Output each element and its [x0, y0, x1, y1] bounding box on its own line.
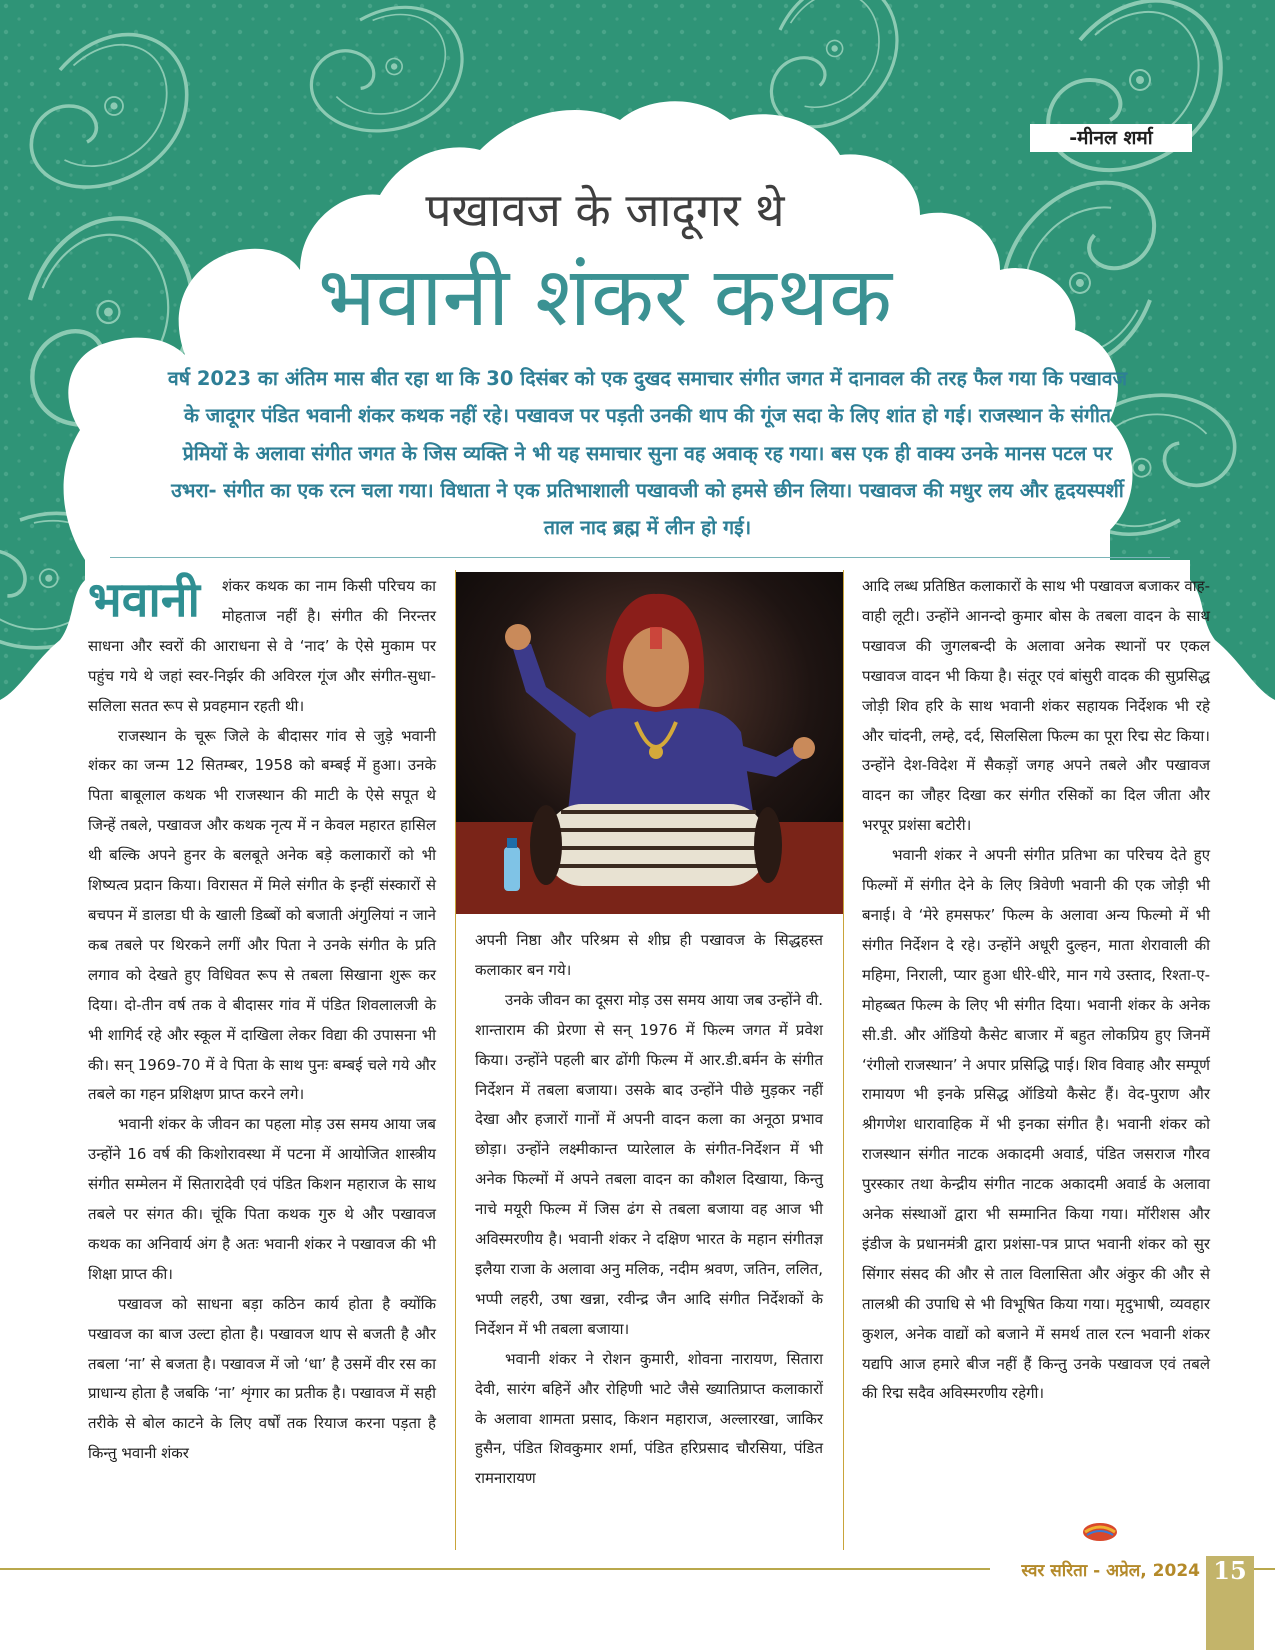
paragraph: राजस्थान के चूरू जिले के बीदासर गांव से जुड़े भवानी शंकर का जन्म 12 सितम्बर, 1958 को बम्बई में हुआ। उनके पिता बाबूलाल कथक भी राजस्थान की माटी के ऐसे सपूत थे जिन्हें तबले, पखावज और कथक नृत्य में न केवल महारत हासिल थी बल्कि अपने हुनर के बलबूते अनेक बड़े कलाकारों को भी शिष्यत्व प्रदान किया। विरासत में मिले संगीत के इन्हीं संस्कारों से बचपन में डालडा घी के खाली डिब्बों को बजाती अंगुलियां न जाने कब तबले पर थिरकने लगीं और पिता ने उनके संगीत के प्रति लगाव को देखते हुए विधिवत रूप से तबला सिखाना शुरू कर दिया। दो-तीन वर्ष तक वे बीदासर गांव में पंडित शिवलालजी के भी शागिर्द रहे और स्कूल में दाखिला लेकर विद्या की उपासना भी की। सन् 1969-70 में वे पिता के साथ पुनः बम्बई चले गये और तबले का गहन प्रशिक्षण प्राप्त करने लगे। [88, 726, 436, 1104]
column-2 [475, 926, 823, 1494]
footer-publication: स्वर सरिता - अप्रेल, 2024 [990, 1558, 1206, 1584]
column-divider [843, 570, 844, 1550]
paragraph: भवानी शंकर ने रोशन कुमारी, शोवना नारायण, सितारा देवी, सारंग बहिनें और रोहिणी भाटे जैसे ख्यातिप्राप्त कलाकारों के अलावा शामता प्रसाद, किशन महाराज, अल्लारखा, जाकिर हुसैन, पंडित शिवकुमार शर्मा, पंडित हरिप्रसाद चौरसिया, पंडित रामनारायण [475, 1349, 823, 1488]
paragraph: उनके जीवन का दूसरा मोड़ उस समय आया जब उन्होंने वी. शान्ताराम की प्रेरणा से सन् 1976 में फिल्म जगत में प्रवेश किया। उन्होंने पहली बार ढोंगी फिल्म में आर.डी.बर्मन के संगीत निर्देशन में तबला बजाया। उसके बाद उन्होंने पीछे मुड़कर नहीं देखा और हजारों गानों में अपनी वादन कला का अनूठा प्रभाव छोड़ा। उन्होंने लक्ष्मीकान्त प्यारेलाल के संगीत-निर्देशन में भी अनेक फिल्मों में अपने तबला वादन का कौशल दिखाया, किन्तु नाचे मयूरी फिल्म में जिस ढंग से तबला बजाया वह आज भी अविस्मरणीय है। भवानी शंकर ने दक्षिण भारत के महान संगीतज्ञ इलैया राजा के अलावा अनु मलिक, नदीम श्रवण, जतिन, ललित, भप्पी लहरी, उषा खन्ना, रवीन्द्र जैन आदि संगीत निर्देशकों के निर्देशन में भी तबला बजाया। [475, 990, 823, 1338]
paragraph: भवानी शंकर ने अपनी संगीत प्रतिभा का परिचय देते हुए फिल्मों में संगीत देने के लिए त्रिवेणी भवानी की एक जोड़ी भी बनाई। वे ‘मेरे हमसफर’ फिल्म के अलावा अन्य फिल्मो में भी संगीत निर्देशन दे रहे। उन्होंने अधूरी दुल्हन, माता शेरावाली की महिमा, निराली, प्यार हुआ धीरे-धीरे, मान गये उस्ताद, रिश्ता-ए-मोहब्बत फिल्म के लिए भी संगीत दिया। भवानी शंकर के अनेक सी.डी. और ऑडियो कैसेट बाजार में बहुत लोकप्रिय हुए जिनमें ‘रंगीलो राजस्थान’ ने अपार प्रसिद्धि पाई। शिव विवाह और सम्पूर्ण रामायण भी इनके प्रसिद्ध ऑडियो कैसेट हैं। वेद-पुराण और श्रीगणेश धारावाहिक में भी इनका संगीत है। भवानी शंकर को राजस्थान संगीत नाटक अकादमी अवार्ड, पंडित जसराज गौरव पुरस्कार तथा केन्द्रीय संगीत नाटक अकादमी अवार्ड के अलावा अनेक संस्थाओं द्वारा भी सम्मानित किया गया। मॉरीशस और इंडीज के प्रधानमंत्री द्वारा प्रशंसा-पत्र प्राप्त भवानी शंकर को सुर सिंगार संसद की और से ताल विलासिता और अंकुर की और से तालश्री की उपाधि से भी विभूषित किया गया। मृदुभाषी, व्यवहार कुशल, अनेक वाद्यों को बजाने में समर्थ ताल रत्न भवानी शंकर यद्यपि आज हमारे बीज नहीं हैं किन्तु उनके पखावज एवं तबले की रिद्म सदैव अविस्मरणीय रहेगी। [862, 846, 1210, 1403]
paragraph: शंकर कथक का नाम किसी परिचय का मोहताज नहीं है। संगीत की निरन्तर साधना और स्वरों की आराधना से वे ‘नाद’ के ऐसे मुकाम पर पहुंच गये थे जहां स्वर-निर्झर की अविरल गूंज और संगीत-सुधा-सलिला सतत रूप से प्रवहमान रहती थी। [88, 577, 436, 715]
paragraph: आदि लब्ध प्रतिष्ठित कलाकारों के साथ भी पखावज बजाकर वाह-वाही लूटी। उन्होंने आनन्दो कुमार बोस के तबला वादन के साथ पखावज की जुगलबन्दी के अलावा अनेक स्थानों पर एकल पखावज वादन भी किया है। संतूर एवं बांसुरी वादक की सुप्रसिद्ध जोड़ी शिव हरि के साथ भवानी शंकर सहायक निर्देशक भी रहे और चांदनी, लम्हे, दर्द, सिलसिला फिल्म का पूरा रिद्म सेट किया। उन्होंने देश-विदेश में सैकड़ों जगह अपने तबले और पखावज वादन का जौहर दिखा कर संगीत रसिकों का दिल जीता और भरपूर प्रशंसा बटोरी। [862, 577, 1210, 835]
divider-rule [110, 557, 1170, 558]
title-small: पखावज के जादूगर थे [425, 183, 785, 237]
turban-ornament-icon [1082, 1520, 1118, 1542]
intro-paragraph: वर्ष 2023 का अंतिम मास बीत रहा था कि 30 दिसंबर को एक दुखद समाचार संगीत जगत में दानावल की तरह फैल गया कि पखावज के जादूगर पंडित भवानी शंकर कथक नहीं रहे। पखावज पर पड़ती उनकी थाप की गूंज सदा के लिए शांत हो गई। राजस्थान के संगीत प्रेमियों के अलावा संगीत जगत के जिस व्यक्ति ने भी यह समाचार सुना वह अवाक् रह गया। बस एक ही वाक्य उनके मानस पटल पर उभरा- संगीत का एक रत्न चला गया। विधाता ने एक प्रतिभाशाली पखावजी को हमसे छीन लिया। पखावज की मधुर लय और हृदयस्पर्शी ताल नाद ब्रह्म में लीन हो गई। [167, 367, 1128, 540]
paragraph: अपनी निष्ठा और परिश्रम से शीघ्र ही पखावज के सिद्धहस्त कलाकार बन गये। [475, 931, 823, 979]
column-3 [862, 572, 1210, 1409]
drop-word: भवानी [88, 572, 200, 628]
column-1 [88, 572, 436, 1469]
musician-photo [456, 572, 843, 914]
page-number: 15 [1206, 1556, 1254, 1650]
title-big: भवानी शंकर कथक [318, 250, 892, 345]
paragraph: पखावज को साधना बड़ा कठिन कार्य होता है क्योंकि पखावज का बाज उल्टा होता है। पखावज थाप से बजती है और तबला ‘ना’ से बजता है। पखावज में जो ‘धा’ है उसमें वीर रस का प्राधान्य होता है जबकि ‘ना’ शृंगार का प्रतीक है। पखावज में सही तरीके से बोल काटने के लिए वर्षों तक रियाज करना पड़ता है किन्तु भवानी शंकर [88, 1294, 436, 1463]
paragraph: भवानी शंकर के जीवन का पहला मोड़ उस समय आया जब उन्होंने 16 वर्ष की किशोरावस्था में पटना में आयोजित शास्त्रीय संगीत सम्मेलन में सितारादेवी एवं पंडित किशन महाराज के साथ तबले पर संगत की। चूंकि पिता कथक गुरु थे और पखावज कथक का अनिवार्य अंग है अतः भवानी शंकर ने पखावज की भी शिक्षा प्राप्त की। [88, 1115, 436, 1283]
author-byline: -मीनल शर्मा [1030, 124, 1192, 152]
